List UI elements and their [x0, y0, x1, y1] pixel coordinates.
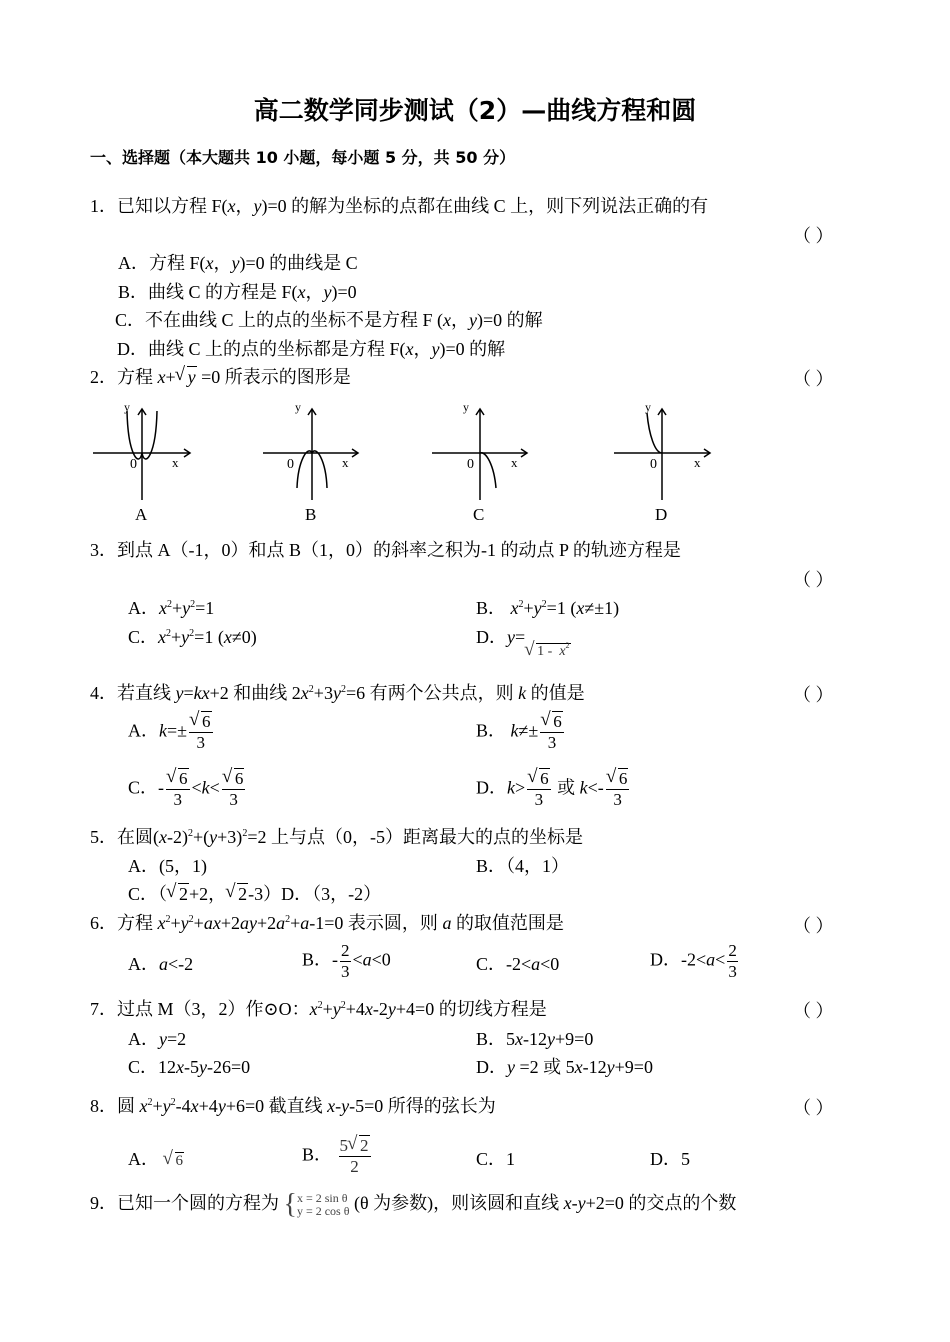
q7-option-a: A．y=2 [128, 1029, 187, 1049]
answer-paren-8: （ ） [793, 1098, 834, 1118]
q5-option-c: C．（√ 2+2，√ 2-3）D．（3，-2） [128, 883, 381, 905]
q8-option-a: A． √ 6 [128, 1148, 184, 1172]
question-7-stem: 7．过点 M（3，2）作⊙O：$x^2+y^2+4x-2y+4=0$ 的切线方程是 [90, 999, 547, 1019]
graph-b-y: y [295, 400, 301, 414]
graph-c-x: x [511, 455, 518, 470]
graph-a-y: y [124, 400, 130, 414]
question-3-stem-text: 3．到点 A（-1，0）和点 B（1，0）的斜率之积为-1 的动点 P 的轨迹方程是 [90, 540, 681, 560]
graph-b-origin: 0 [287, 457, 294, 472]
question-5-stem: 5．在圆$(x-2)^2+(y+3)^2=2$ 上与点（0，-5）距离最大的点的坐标是 [90, 827, 583, 847]
q2-graphs [0, 395, 950, 530]
q8-option-b: B． $\frac{5√ 2}{2}$ [302, 1136, 373, 1177]
graph-c-y: y [463, 400, 469, 414]
graph-d-label: D [655, 505, 668, 524]
q3-option-a: A．$x^2+y^2=1$ [128, 598, 215, 618]
q7-option-b: B．5x-12y+9=0 [476, 1029, 594, 1049]
question-4-stem: 4．若直线 y=kx+2 和曲线 $2x^2+3y^2=6$ 有两个公共点，则 k 的值是 [90, 683, 585, 703]
q4-option-d: D．k> √ $\frac{6}{3}$ 或 k<- √ $\frac{6}{3}$ [476, 769, 631, 810]
q1-option-d: D．曲线 C 上的点的坐标都是方程 F(x，y)=0 的解 [117, 339, 506, 359]
question-2-stem: 2．方程 x+√ y =0 所表示的图形是 [90, 366, 351, 388]
graph-c-origin: 0 [467, 457, 474, 472]
section-heading: 一、选择题（本大题共 10 小题，每小题 5 分，共 50 分） [90, 148, 516, 167]
q8-option-c: C．1 [476, 1149, 516, 1169]
q6-option-c: C．-2<a<0 [476, 954, 560, 974]
q6-option-d: D．-2<a< $\frac{2}{3}$ [650, 941, 737, 981]
q1-option-b: B．曲线 C 的方程是 F(x，y)=0 [118, 282, 357, 302]
graph-c-label: C [473, 505, 485, 524]
q4-option-a: A．k=± √ $\frac{6}{3}$ [128, 712, 215, 753]
q1-option-c: C．不在曲线 C 上的点的坐标不是方程 F (x，y)=0 的解 [115, 310, 543, 330]
graph-b-label: B [305, 505, 317, 524]
q6-option-b: B．- $\frac{2}{3}$ <a<0 [302, 941, 391, 981]
q8-option-d: D．5 [650, 1149, 690, 1169]
question-9-stem: 9．已知一个圆的方程为 { x = 2 sin θ y = 2 cos θ (θ 为参数)，则该圆和直线 x-y+2=0 的交点的个数 [90, 1189, 737, 1220]
graph-d-y: y [645, 400, 651, 414]
graph-d-x: x [694, 455, 701, 470]
q4-option-c: C．- √ $\frac{6}{3}$ <k< √ $\frac{6}{3}$ [128, 769, 247, 810]
q7-option-c: C．12x-5y-26=0 [128, 1057, 251, 1077]
page-title: 高二数学同步测试（2）—曲线方程和圆 [253, 96, 697, 125]
q5-option-d: D．（3，-2） [281, 884, 382, 904]
q3-option-b: B． $x^2+y^2=1$ (x≠±1) [476, 598, 620, 618]
graph-b-x: x [342, 455, 349, 470]
question-6-stem: 6．方程 $x^2+y^2+ax+2ay+2a^2+a-1=0$ 表示圆，则 a 的取值范围是 [90, 913, 564, 933]
answer-paren-1: （ ） [793, 226, 834, 246]
question-1-stem: 1．已知以方程 F(x，y)=0 的解为坐标的点都在曲线 C 上，则下列说法正确的有 [90, 196, 709, 216]
answer-paren-6: （ ） [793, 916, 834, 936]
brace-glyph: { [283, 1189, 297, 1220]
q7-option-d: D．y =2 或 5x-12y+9=0 [476, 1057, 653, 1077]
q1-option-a: A．方程 F(x，y)=0 的曲线是 C [118, 253, 358, 273]
q5-option-a: A．(5，1) [128, 856, 207, 876]
answer-paren-7: （ ） [793, 1001, 834, 1021]
q9-stem-pre: 已知一个圆的方程为 [117, 1193, 279, 1214]
graph-a-origin: 0 [130, 457, 137, 472]
q3-option-d: D．y=√ $_{1 - x^2}$ [476, 626, 571, 651]
graph-d-origin: 0 [650, 457, 657, 472]
q3-option-c: C．$x^2+y^2=1$ (x≠0) [128, 627, 257, 647]
param-system: x = 2 sin θ y = 2 cos θ [296, 1191, 350, 1218]
graph-a-label: A [135, 505, 148, 524]
q4-option-b: B． k≠± √ $\frac{6}{3}$ [476, 712, 566, 753]
answer-paren-4: （ ） [793, 685, 834, 705]
answer-paren-2: （ ） [793, 369, 834, 389]
answer-paren-3: （ ） [793, 570, 834, 590]
question-8-stem: 8．圆 $x^2+y^2-4x+4y+6=0$ 截直线 x-y-5=0 所得的弦长为 [90, 1096, 496, 1116]
q5-option-b: B．（4，1） [476, 856, 570, 876]
q6-option-a: A．a<-2 [128, 954, 194, 974]
graph-a-x: x [172, 455, 179, 470]
